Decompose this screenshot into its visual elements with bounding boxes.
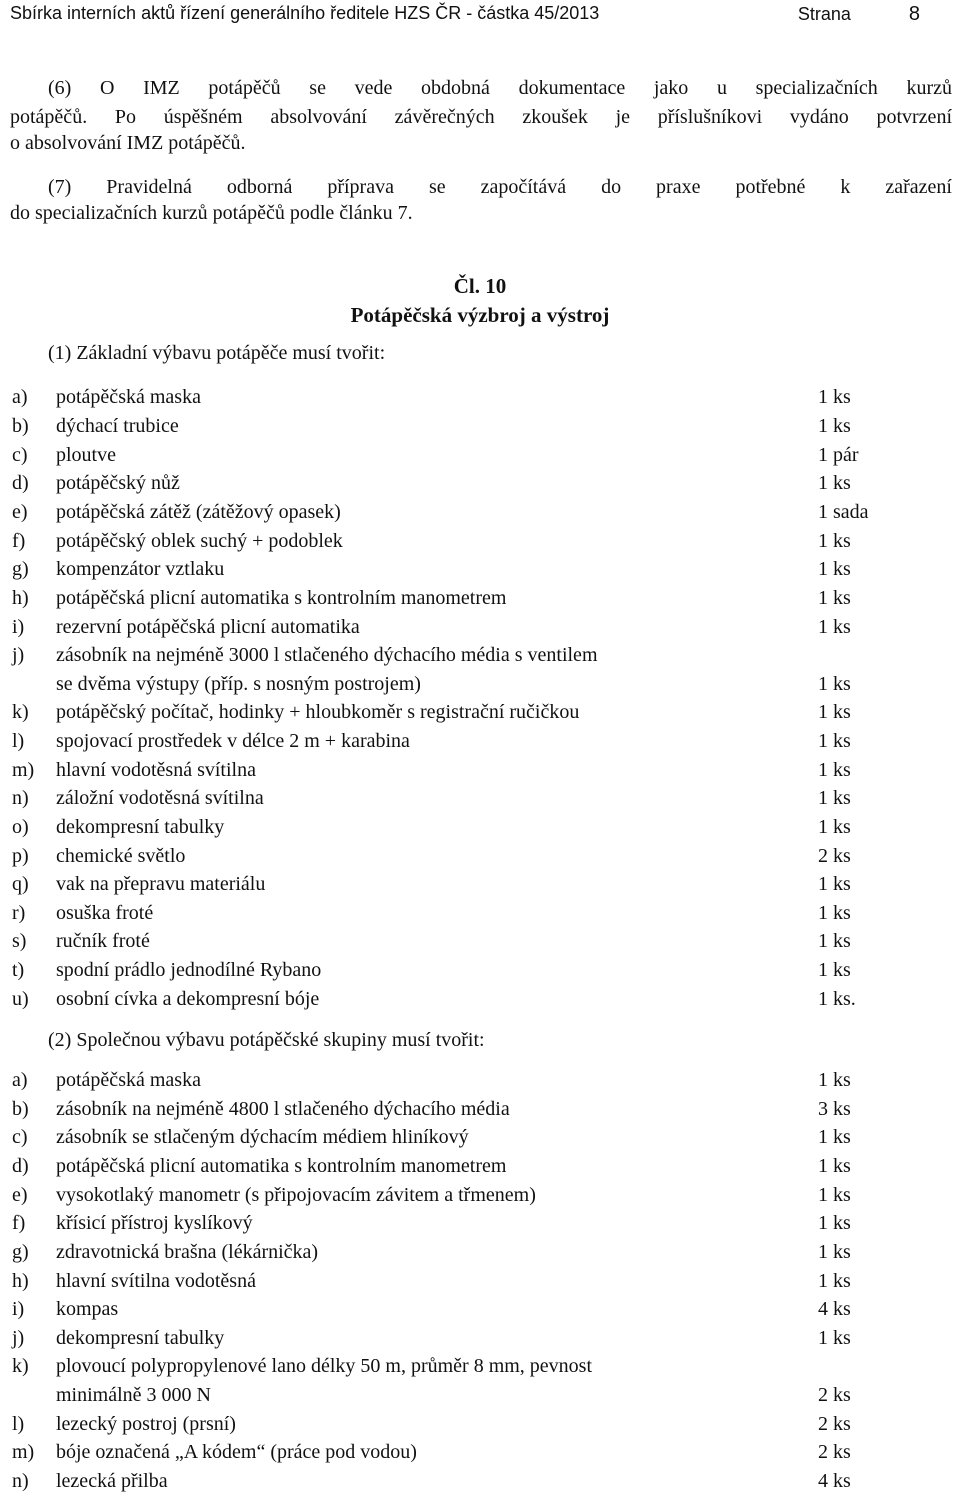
item-label: c) (12, 1126, 28, 1148)
item-text: zdravotnická brašna (lékárnička) (56, 1241, 319, 1263)
item-text: kompas (56, 1298, 119, 1320)
item-text: dekompresní tabulky (56, 816, 225, 838)
page-number: 8 (908, 3, 920, 25)
section2-heading: (2) Společnou výbavu potápěčské skupiny musí tvořit: (48, 1029, 485, 1051)
section1-heading: (1) Základní výbavu potápěče musí tvořit: (48, 342, 386, 364)
item-quantity: 2 ks (818, 1441, 851, 1463)
collection-title: Sbírka interních aktů řízení generálního ředitele HZS ČR - částka 45/2013 (10, 3, 600, 23)
item-quantity: 1 ks (818, 1270, 851, 1292)
paragraph-6-line1: (6) O IMZ potápěčů se vede obdobná dokumentace jako u specializačních kurzů (48, 77, 952, 99)
item-label: e) (12, 501, 28, 523)
item-quantity: 1 ks (818, 759, 851, 781)
item-quantity: 1 ks. (818, 988, 856, 1010)
item-text: zásobník na nejméně 3000 l stlačeného dýchacího média s ventilem (56, 644, 598, 666)
item-quantity: 1 ks (818, 902, 851, 924)
item-text: zásobník na nejméně 4800 l stlačeného dýchacího média (56, 1098, 510, 1120)
item-quantity: 1 ks (818, 616, 851, 638)
item-label: g) (12, 558, 29, 580)
item-quantity: 1 ks (818, 673, 851, 695)
item-quantity: 1 ks (818, 587, 851, 609)
item-quantity: 1 ks (818, 701, 851, 723)
item-quantity: 4 ks (818, 1470, 851, 1492)
page-header (10, 3, 920, 27)
item-quantity: 1 ks (818, 730, 851, 752)
item-label: l) (12, 1413, 25, 1435)
item-text: potápěčská maska (56, 386, 201, 408)
item-label: a) (12, 386, 28, 408)
item-text: spojovací prostředek v délce 2 m + karabina (56, 730, 410, 752)
item-label: h) (12, 587, 29, 609)
item-quantity: 1 ks (818, 959, 851, 981)
item-label: h) (12, 1270, 29, 1292)
item-label: l) (12, 730, 25, 752)
item-label: f) (12, 530, 26, 552)
item-text: spodní prádlo jednodílné Rybano (56, 959, 322, 981)
item-label: b) (12, 1098, 29, 1120)
item-text: lezecký postroj (prsní) (56, 1413, 236, 1435)
item-text: osobní cívka a dekompresní bóje (56, 988, 320, 1010)
item-label: u) (12, 988, 29, 1010)
item-label: k) (12, 1355, 29, 1377)
item-label: j) (12, 1327, 25, 1349)
item-text: lezecká přilba (56, 1470, 168, 1492)
item-label: m) (12, 759, 35, 781)
paragraph-6-line3: o absolvování IMZ potápěčů. (10, 132, 246, 154)
item-label: b) (12, 415, 29, 437)
item-quantity: 1 ks (818, 1184, 851, 1206)
item-label: e) (12, 1184, 28, 1206)
item-label: o) (12, 816, 29, 838)
item-label: p) (12, 845, 29, 867)
item-text: dekompresní tabulky (56, 1327, 225, 1349)
item-label: t) (12, 959, 25, 981)
item-text: zásobník se stlačeným dýchacím médiem hliníkový (56, 1126, 469, 1148)
item-label: m) (12, 1441, 35, 1463)
item-text: hlavní svítilna vodotěsná (56, 1270, 256, 1292)
item-text: minimálně 3 000 N (56, 1384, 211, 1406)
item-label: g) (12, 1241, 29, 1263)
item-label: a) (12, 1069, 28, 1091)
item-label: j) (12, 644, 25, 666)
item-label: i) (12, 616, 25, 638)
item-text: bóje označená „A kódem“ (práce pod vodou) (56, 1441, 417, 1463)
item-text: osuška froté (56, 902, 154, 924)
item-label: c) (12, 444, 28, 466)
item-label: r) (12, 902, 26, 924)
item-quantity: 1 ks (818, 472, 851, 494)
item-quantity: 1 ks (818, 816, 851, 838)
item-text: vysokotlaký manometr (s připojovacím závitem a třmenem) (56, 1184, 536, 1206)
item-text: potápěčský nůž (56, 472, 180, 494)
item-quantity: 1 sada (818, 501, 869, 523)
item-quantity: 2 ks (818, 845, 851, 867)
item-label: k) (12, 701, 29, 723)
item-text: potápěčská zátěž (zátěžový opasek) (56, 501, 341, 523)
item-quantity: 1 ks (818, 1155, 851, 1177)
paragraph-7-line1: (7) Pravidelná odborná příprava se započítává do praxe potřebné k zařazení (48, 176, 952, 198)
item-quantity: 1 ks (818, 386, 851, 408)
item-text: chemické světlo (56, 845, 186, 867)
item-quantity: 3 ks (818, 1098, 851, 1120)
item-quantity: 1 ks (818, 1069, 851, 1091)
item-label: n) (12, 787, 29, 809)
item-quantity: 4 ks (818, 1298, 851, 1320)
item-label: f) (12, 1212, 26, 1234)
page-indicator (798, 3, 920, 26)
item-text: potápěčská plicní automatika s kontrolním manometrem (56, 1155, 507, 1177)
item-text: záložní vodotěsná svítilna (56, 787, 264, 809)
paragraph-6-line2: potápěčů. Po úspěšném absolvování závěrečných zkoušek je příslušníkovi vydáno potvrzení (10, 106, 952, 128)
page-label: Strana (797, 4, 851, 24)
item-quantity: 1 ks (818, 1126, 851, 1148)
item-quantity: 1 ks (818, 1327, 851, 1349)
item-quantity: 1 ks (818, 1241, 851, 1263)
item-quantity: 2 ks (818, 1384, 851, 1406)
item-quantity: 1 ks (818, 1212, 851, 1234)
item-quantity: 1 ks (818, 930, 851, 952)
item-label: n) (12, 1470, 29, 1492)
item-quantity: 1 ks (818, 787, 851, 809)
item-text: ručník froté (56, 930, 150, 952)
item-label: q) (12, 873, 29, 895)
item-text: potápěčský počítač, hodinky + hloubkoměr s registrační ručičkou (56, 701, 580, 723)
item-label: d) (12, 1155, 29, 1177)
item-text: ploutve (56, 444, 116, 466)
item-quantity: 1 ks (818, 873, 851, 895)
item-quantity: 1 pár (818, 444, 859, 466)
item-text: se dvěma výstupy (příp. s nosným postrojem) (56, 673, 421, 695)
article-number: Čl. 10 (453, 274, 507, 298)
item-text: dýchací trubice (56, 415, 179, 437)
item-text: křísicí přístroj kyslíkový (56, 1212, 253, 1234)
item-text: plovoucí polypropylenové lano délky 50 m, průměr 8 mm, pevnost (56, 1355, 593, 1377)
item-text: hlavní vodotěsná svítilna (56, 759, 256, 781)
item-label: s) (12, 930, 27, 952)
item-label: i) (12, 1298, 25, 1320)
item-quantity: 1 ks (818, 558, 851, 580)
item-text: kompenzátor vztlaku (56, 558, 225, 580)
article-title: Potápěčská výzbroj a výstroj (350, 303, 610, 327)
item-quantity: 1 ks (818, 415, 851, 437)
item-quantity: 2 ks (818, 1413, 851, 1435)
item-text: potápěčská plicní automatika s kontrolním manometrem (56, 587, 507, 609)
item-label: d) (12, 472, 29, 494)
item-quantity: 1 ks (818, 530, 851, 552)
item-text: rezervní potápěčská plicní automatika (56, 616, 360, 638)
item-text: potápěčský oblek suchý + podoblek (56, 530, 343, 552)
paragraph-7-line2: do specializačních kurzů potápěčů podle článku 7. (10, 202, 413, 224)
item-text: vak na přepravu materiálu (56, 873, 266, 895)
item-text: potápěčská maska (56, 1069, 201, 1091)
